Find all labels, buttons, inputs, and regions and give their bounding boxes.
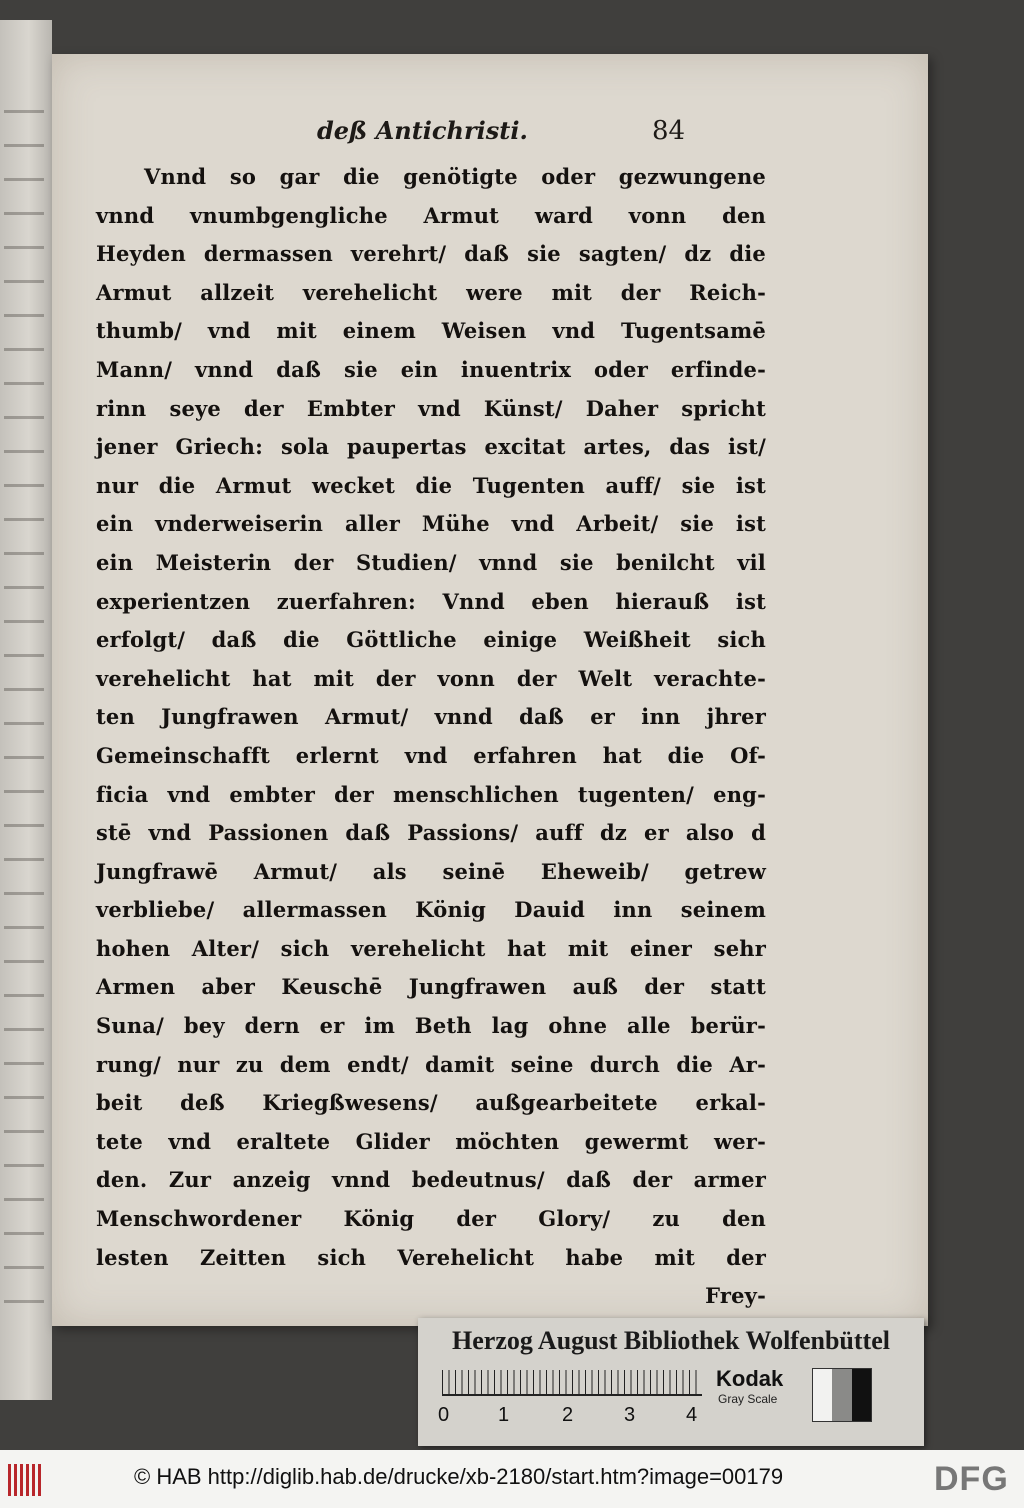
footer-bar [0, 1450, 1024, 1508]
text-line: tete vnd eraltete Glider möchten gewermt wer- [96, 1128, 766, 1154]
text-line: Armut allzeit verehelicht were mit der Reich- [96, 279, 766, 305]
catchword: Frey- [705, 1283, 766, 1309]
text-line: erfolgt/ daß die Göttliche einige Weißheit sich [96, 627, 766, 653]
text-line: Armen aber Keuschē Jungfrawen auß der statt [96, 974, 766, 1000]
scale-number: 1 [498, 1404, 510, 1426]
library-reference-card [418, 1318, 924, 1446]
adjacent-page-edge [0, 20, 52, 1400]
text-line: Jungfrawē Armut/ als seinē Eheweib/ getrew [96, 858, 766, 884]
text-line: vnnd vnumbgengliche Armut ward vonn den [96, 202, 766, 228]
text-line: den. Zur anzeig vnnd bedeutnus/ daß der armer [96, 1167, 766, 1193]
text-line: verbliebe/ allermassen König Dauid inn seinem [96, 897, 766, 923]
text-line: Vnnd so gar die genötigte oder gezwungene [144, 164, 766, 189]
hab-logo-icon [8, 1464, 44, 1496]
text-line: ein vnderweiserin aller Mühe vnd Arbeit/ sie ist [96, 511, 766, 537]
ruler-scale [438, 1370, 702, 1434]
text-line: ten Jungfrawen Armut/ vnnd daß er inn jhrer [96, 704, 766, 730]
page-header [52, 116, 928, 152]
text-line: jener Griech: sola paupertas excitat artes, das ist/ [96, 434, 766, 460]
text-line: lesten Zeitten sich Verehelicht habe mit der [96, 1244, 766, 1270]
scale-number: 4 [686, 1404, 698, 1426]
text-line: thumb/ vnd mit einem Weisen vnd Tugentsamē [96, 318, 766, 344]
text-line: hohen Alter/ sich verehelicht hat mit einer sehr [96, 935, 766, 961]
scale-number: 0 [438, 1404, 450, 1426]
library-name: Herzog August Bibliothek Wolfenbüttel [452, 1326, 890, 1355]
text-line: nur die Armut wecket die Tugenten auff/ sie ist [96, 472, 766, 498]
body-text [96, 158, 766, 1316]
text-line: Menschwordener König der Glory/ zu den [96, 1206, 766, 1232]
adjacent-page-text-edge [4, 110, 44, 1310]
text-line: rinn seye der Embter vnd Künst/ Daher spricht [96, 395, 766, 421]
text-line: ein Meisterin der Studien/ vnnd sie benilcht vil [96, 549, 766, 575]
scale-number: 2 [562, 1404, 574, 1426]
dfg-logo: DFG [934, 1460, 1009, 1498]
text-line: ficia vnd embter der menschlichen tugenten/ eng- [96, 781, 766, 807]
text-line: Suna/ bey dern er im Beth lag ohne alle berür- [96, 1013, 766, 1039]
gray-patch-mid [832, 1369, 851, 1421]
book-page [52, 54, 928, 1326]
text-line: Heyden dermassen verehrt/ daß sie sagten/ dz die [96, 241, 766, 267]
ruler-ticks [442, 1370, 702, 1396]
text-line: experientzen zuerfahren: Vnnd eben hierauß ist [96, 588, 766, 614]
gray-scale-label: Gray Scale [718, 1392, 778, 1406]
gray-patch-dark [852, 1369, 871, 1421]
text-line: Mann/ vnnd daß sie ein inuentrix oder erfinde- [96, 356, 766, 382]
text-line: stē vnd Passionen daß Passions/ auff dz er also d [96, 820, 766, 846]
running-head: deß Antichristi. [317, 116, 528, 145]
text-line: Gemeinschafft erlernt vnd erfahren hat die Of- [96, 742, 766, 768]
text-line: beit deß Kriegßwesens/ außgearbeitete erkal- [96, 1090, 766, 1116]
page-number: 84 [652, 116, 686, 146]
kodak-brand: Kodak [716, 1366, 784, 1391]
scale-number: 3 [624, 1404, 636, 1426]
copyright-url[interactable]: © HAB http://diglib.hab.de/drucke/xb-2180/start.htm?image=00179 [134, 1464, 784, 1489]
gray-patch-light [813, 1369, 832, 1421]
text-line: verehelicht hat mit der vonn der Welt verachte- [96, 665, 766, 691]
gray-scale-patches [812, 1368, 872, 1422]
text-line: rung/ nur zu dem endt/ damit seine durch die Ar- [96, 1051, 766, 1077]
